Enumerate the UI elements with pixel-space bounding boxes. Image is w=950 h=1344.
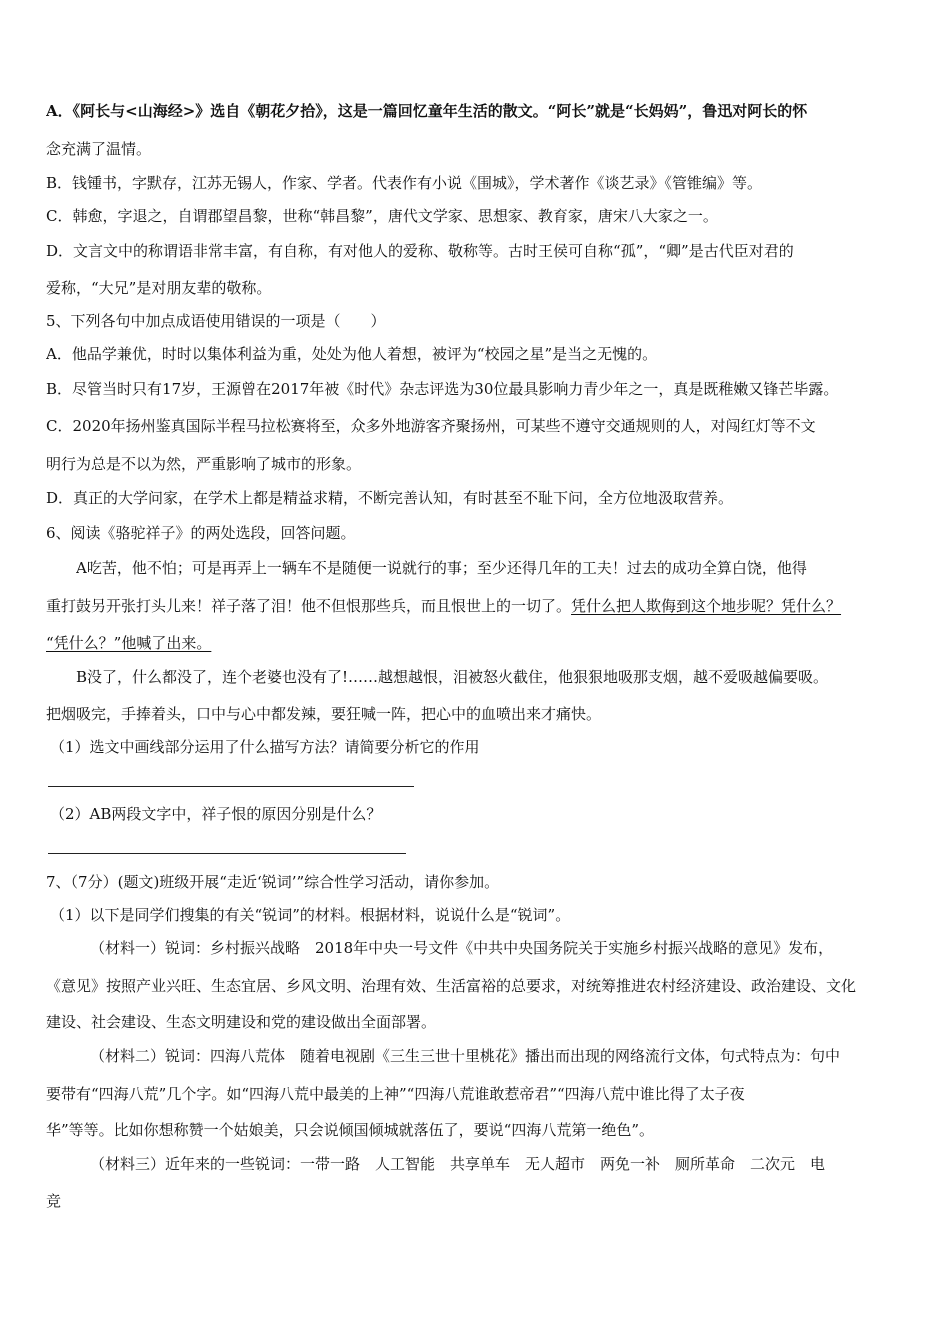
q7-stem: 7、（7分）(题文)班级开展“走近‘锐词’”综合性学习活动，请你参加。 [46, 873, 500, 891]
q4-option-b: B．钱锺书，字默存，江苏无锡人，作家、学者。代表作有小说《围城》，学术著作《谈艺录》《管锥编》等。 [46, 174, 763, 192]
q6-passage-b-line1: B没了，什么都没了，连个老婆也没有了!……越想越恨，泪被怒火截住，他狠狠地吸那支烟，越不爱吸越偏要吸。 [76, 668, 829, 686]
q5-option-d: D．真正的大学问家，在学术上都是精益求精，不断完善认知，有时甚至不耻下问，全方位地汲取营养。 [46, 489, 734, 507]
q6-passage-a-underlined-quote: “凭什么？”他喊了出来。 [46, 634, 212, 652]
q4-option-d-line1: D．文言文中的称谓语非常丰富，有自称，有对他人的爱称、敬称等。古时王侯可自称“孤”，“卿”是古代臣对君的 [46, 242, 794, 260]
q7-material-1-line1: （材料一）锐词：乡村振兴战略 2018年中央一号文件《中共中央国务院关于实施乡村振兴战略的意见》发布， [90, 939, 834, 957]
q6-passage-a-plain-text: 重打鼓另开张打头儿来！祥子落了泪！他不但恨那些兵，而且恨世上的一切了。 [46, 597, 572, 615]
q4-option-a-line2: 念充满了温情。 [46, 140, 152, 158]
q5-option-b: B．尽管当时只有17岁，王源曾在2017年被《时代》杂志评选为30位最具影响力青少年之一，真是既稚嫩又锋芒毕露。 [46, 380, 839, 398]
q5-option-a: A．他品学兼优，时时以集体利益为重，处处为他人着想，被评为“校园之星”是当之无愧的。 [46, 345, 658, 363]
q6-stem: 6、阅读《骆驼祥子》的两处选段，回答问题。 [46, 524, 356, 542]
q6-passage-b-line2: 把烟吸完，手捧着头，口中与心中都发辣，要狂喊一阵，把心中的血喷出来才痛快。 [46, 705, 602, 723]
q7-material-1-line3: 建设、社会建设、生态文明建设和党的建设做出全面部署。 [46, 1013, 437, 1031]
q5-option-c-line2: 明行为总是不以为然，严重影响了城市的形象。 [46, 455, 362, 473]
q7-material-2-line3: 华”等等。比如你想称赞一个姑娘美，只会说倾国倾城就落伍了，要说“四海八荒第一绝色”。 [46, 1121, 655, 1139]
q7-subquestion-1: （1）以下是同学们搜集的有关“锐词”的材料。根据材料，说说什么是“锐词”。 [50, 906, 571, 924]
q7-material-3-line1: （材料三）近年来的一些锐词：一带一路 人工智能 共享单车 无人超市 两免一补 厕所革命 二次元 电 [90, 1155, 826, 1173]
q7-material-1-line2: 《意见》按照产业兴旺、生态宜居、乡风文明、治理有效、生活富裕的总要求，对统筹推进农村经济建设、政治建设、文化 [46, 977, 857, 995]
q5-stem: 5、下列各句中加点成语使用错误的一项是（ ） [46, 312, 386, 330]
q6-answer-blank-2[interactable] [48, 853, 406, 854]
q6-passage-a-line2 [46, 595, 908, 617]
q7-material-2-line2: 要带有“四海八荒”几个字。如“四海八荒中最美的上神”“四海八荒谁敢惹帝君”“四海八荒中谁比得了太子夜 [46, 1085, 745, 1103]
q7-material-3-line2: 竞 [46, 1192, 62, 1210]
q6-passage-a-line3 [46, 632, 908, 654]
q4-option-c: C．韩愈，字退之，自谓郡望昌黎，世称“韩昌黎”，唐代文学家、思想家、教育家，唐宋八大家之一。 [46, 207, 718, 225]
q6-passage-a-underlined-text: 凭什么把人欺侮到这个地步呢？凭什么？ [571, 597, 842, 615]
q4-option-d-line2: 爱称，“大兄”是对朋友辈的敬称。 [46, 279, 272, 297]
q4-option-a-line1: A．《阿长与<山海经>》选自《朝花夕拾》，这是一篇回忆童年生活的散文。“阿长”就是“长妈妈”，鲁迅对阿长的怀 [46, 102, 808, 120]
q6-answer-blank-1[interactable] [48, 786, 414, 787]
q6-passage-a-line1: A吃苦，他不怕；可是再弄上一辆车不是随便一说就行的事；至少还得几年的工夫！过去的成功全算白饶，他得 [76, 559, 807, 577]
q6-subquestion-1: （1）选文中画线部分运用了什么描写方法？请简要分析它的作用 [50, 738, 480, 756]
q6-subquestion-2: （2）AB两段文字中，祥子恨的原因分别是什么？ [50, 805, 382, 823]
q5-option-c-line1: C．2020年扬州鉴真国际半程马拉松赛将至，众多外地游客齐聚扬州，可某些不遵守交通规则的人，对闯红灯等不文 [46, 417, 816, 435]
q7-material-2-line1: （材料二）锐词：四海八荒体 随着电视剧《三生三世十里桃花》播出而出现的网络流行文体，句式特点为：句中 [90, 1047, 841, 1065]
